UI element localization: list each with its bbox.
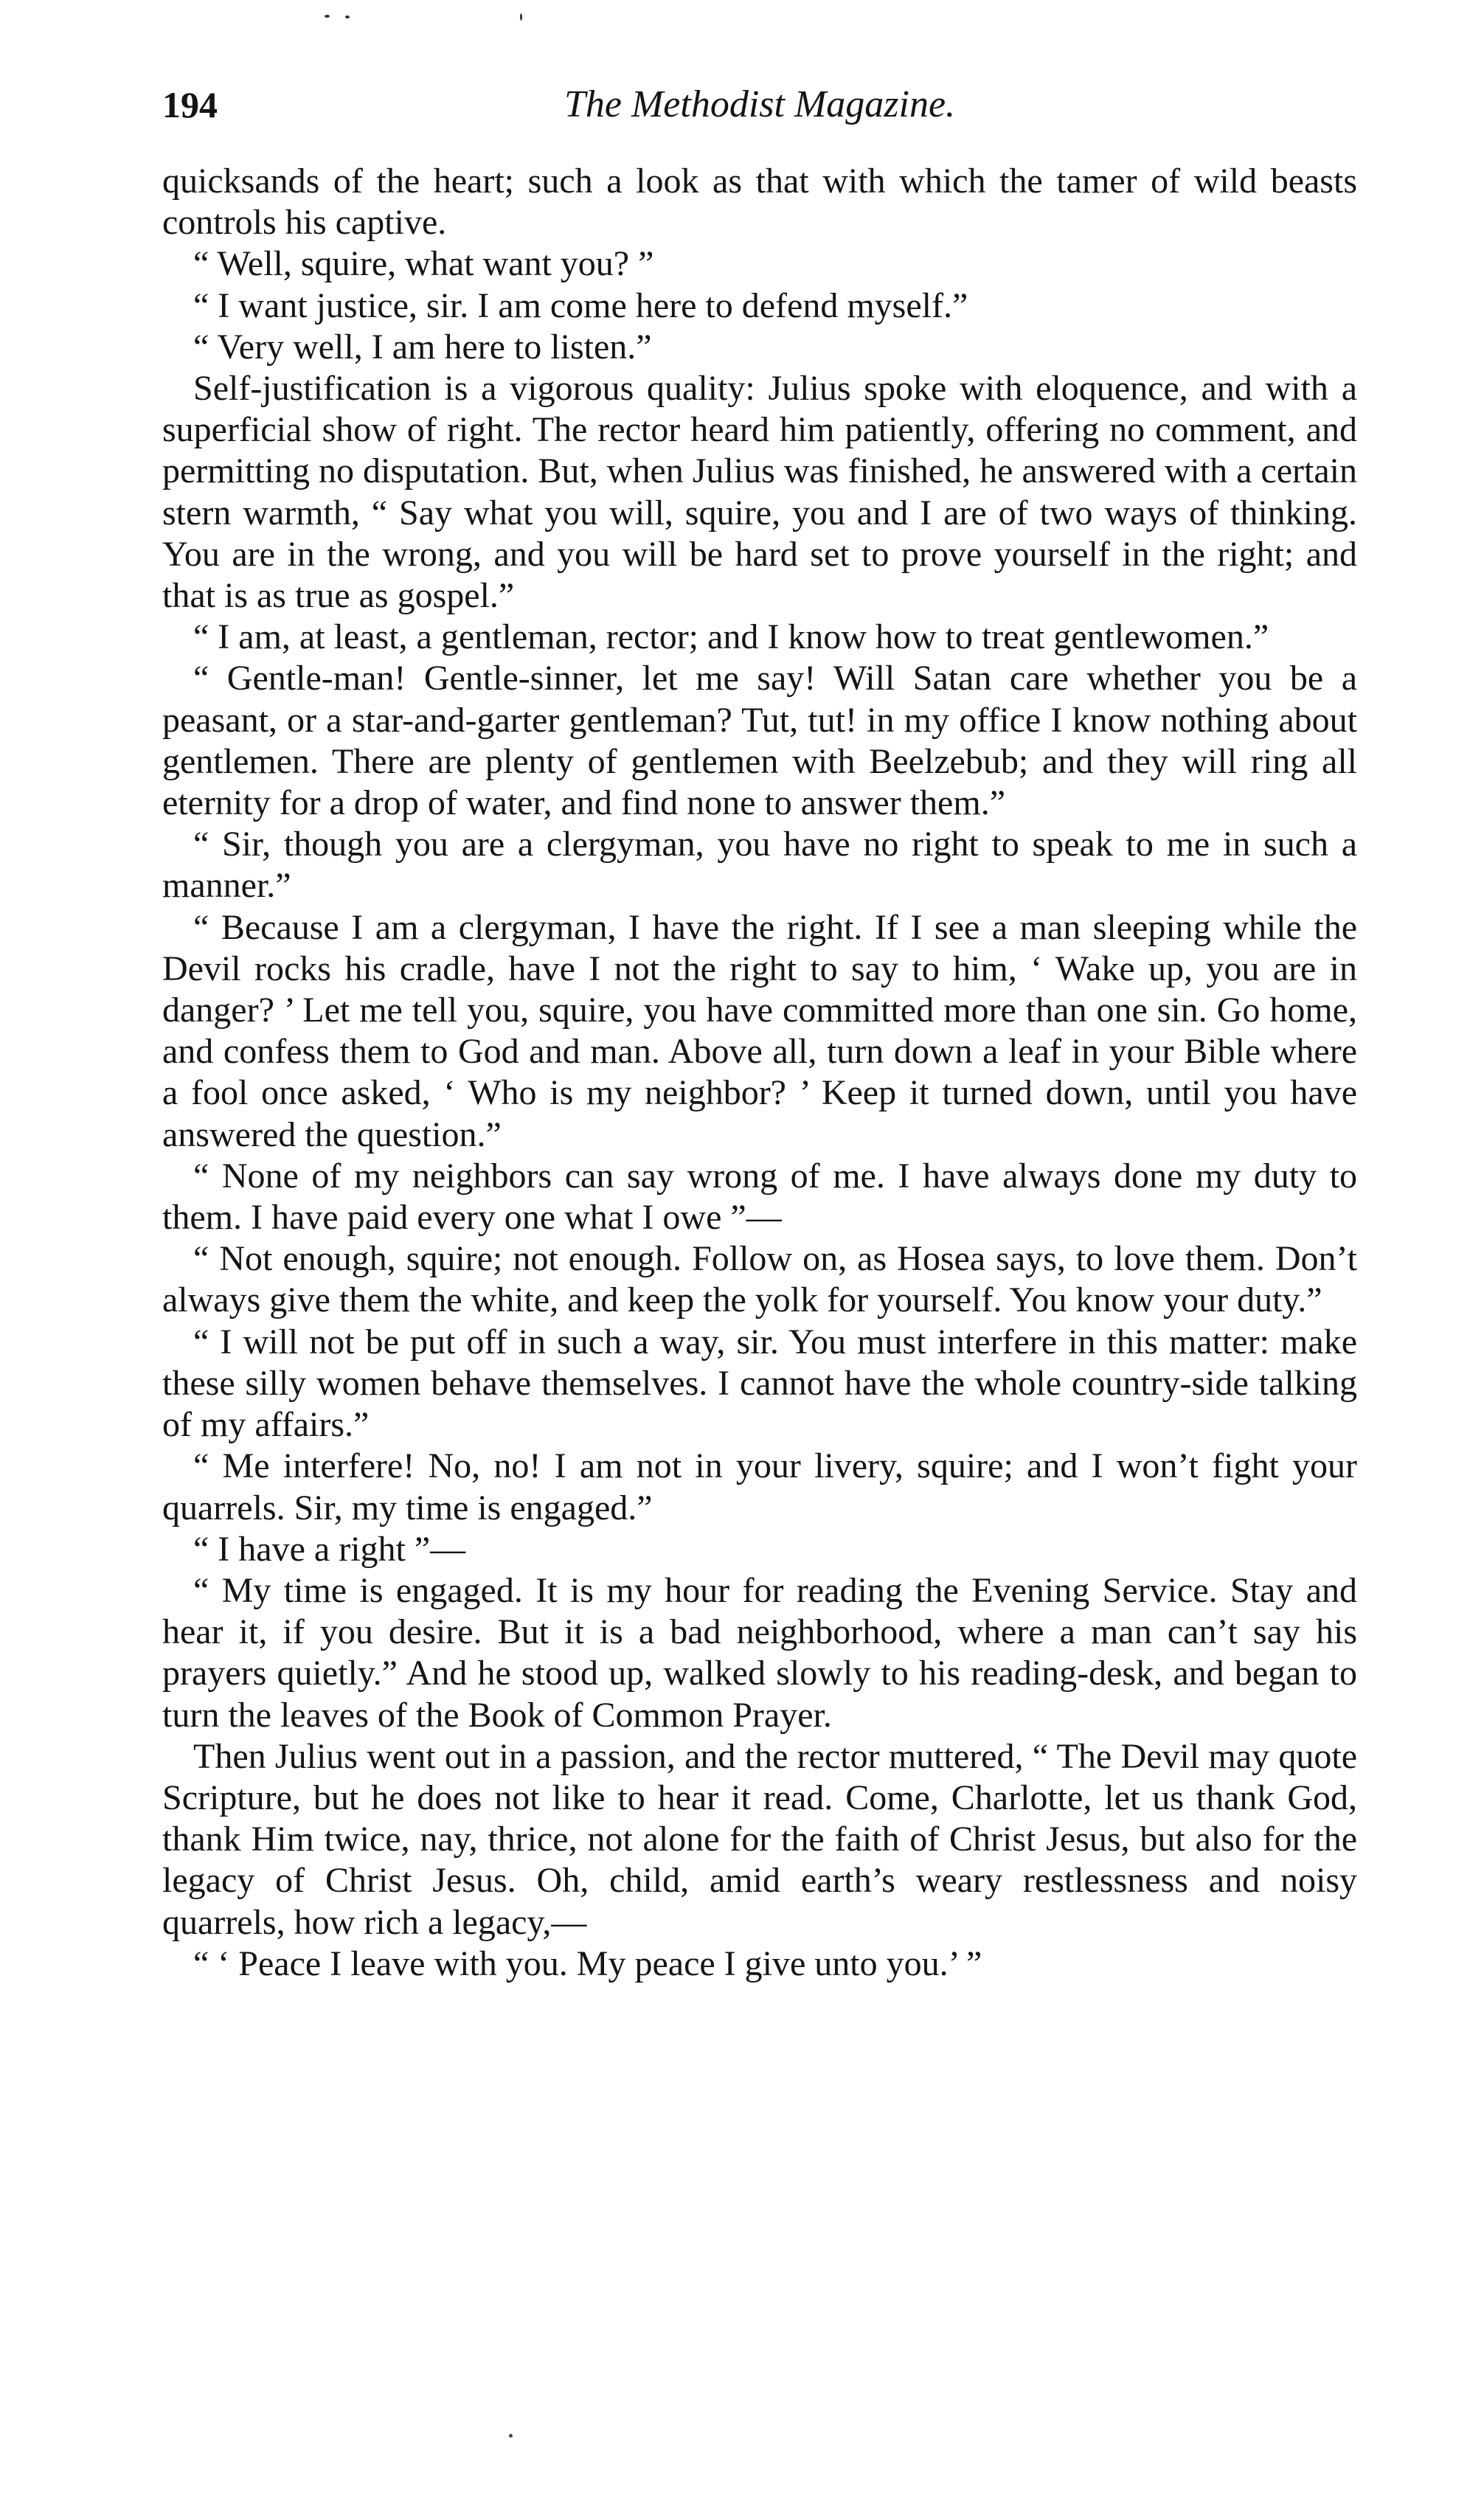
paragraph: “ I have a right ”— <box>193 1529 466 1569</box>
paragraph: “ I am, at least, a gentleman, rector; and I know how to treat gentlewomen.” <box>193 617 1269 657</box>
paragraph: “ I want justice, sir. I am come here to defend myself.” <box>193 285 968 325</box>
paragraph: “ Very well, I am here to listen.” <box>193 327 652 367</box>
paragraph: “ My time is engaged. It is my hour for reading the Evening Service. Stay and hear it, if you desire. But it is a bad neighborhood, where a man can’t say his prayers quietly.” And he stood up, walked slowly to his reading-desk, and began to turn the leaves of the Book of Common Prayer. <box>162 1570 1357 1735</box>
print-speck <box>325 15 330 18</box>
paragraph: Then Julius went out in a passion, and the rector muttered, “ The Devil may quote Scripture, but he does not like to hear it read. Come, Charlotte, let us thank God, thank Him twice, nay, thrice, not alone for the faith of Christ Jesus, but also for the legacy of Christ Jesus. Oh, child, amid earth’s weary restlessness and noisy quarrels, how rich a legacy,— <box>162 1736 1357 1942</box>
running-title: The Methodist Magazine. <box>564 83 956 125</box>
print-speck <box>509 2434 513 2438</box>
page-header <box>162 75 1357 134</box>
paragraph: “ Well, squire, what want you? ” <box>193 244 654 284</box>
print-speck <box>520 13 522 21</box>
paragraph: Self-justification is a vigorous quality: Julius spoke with eloquence, and with a superficial show of right. The rector heard him patiently, offering no comment, and permitting no disputation. But, when Julius was finished, he answered with a certain stern warmth, “ Say what you will, squire, you and I are of two ways of thinking. You are in the wrong, and you will be hard set to prove yourself in the right; and that is as true as gospel.” <box>162 369 1357 616</box>
paragraph: “ Gentle-man! Gentle-sinner, let me say! Will Satan care whether you be a peasant, or a star-and-garter gentleman? Tut, tut! in my office I know nothing about gentlemen. There are plenty of gentlemen with Beelzebub; and they will ring all eternity for a drop of water, and find none to answer them.” <box>162 659 1357 823</box>
paragraph: “ Sir, though you are a clergyman, you have no right to speak to me in such a manner.” <box>162 825 1357 906</box>
page-number: 194 <box>162 84 218 125</box>
paragraph: “ Not enough, squire; not enough. Follow on, as Hosea says, to love them. Don’t always give them the white, and keep the yolk for yourself. You know your duty.” <box>162 1239 1357 1320</box>
print-speck <box>345 15 350 18</box>
paragraph: quicksands of the heart; such a look as that with which the tamer of wild beasts controls his captive. <box>162 162 1357 243</box>
paragraph: “ ‘ Peace I leave with you. My peace I give unto you.’ ” <box>193 1943 982 1983</box>
paragraph: “ Me interfere! No, no! I am not in your livery, squire; and I won’t fight your quarrels. Sir, my time is engaged.” <box>162 1446 1357 1527</box>
print-specks <box>325 10 561 22</box>
paragraph: “ None of my neighbors can say wrong of me. I have always done my duty to them. I have paid every one what I owe ”— <box>162 1156 1357 1238</box>
paragraph: “ Because I am a clergyman, I have the right. If I see a man sleeping while the Devil rocks his cradle, have I not the right to say to him, ‘ Wake up, you are in danger? ’ Let me tell you, squire, you have committed more than one sin. Go home, and confess them to God and man. Above all, turn down a leaf in your Bible where a fool once asked, ‘ Who is my neighbor? ’ Keep it turned down, until you have answered the question.” <box>162 907 1357 1154</box>
paragraph: “ I will not be put off in such a way, sir. You must interfere in this matter: make these silly women behave themselves. I cannot have the whole country-side talking of my affairs.” <box>162 1322 1357 1445</box>
body-text <box>162 161 1357 1985</box>
